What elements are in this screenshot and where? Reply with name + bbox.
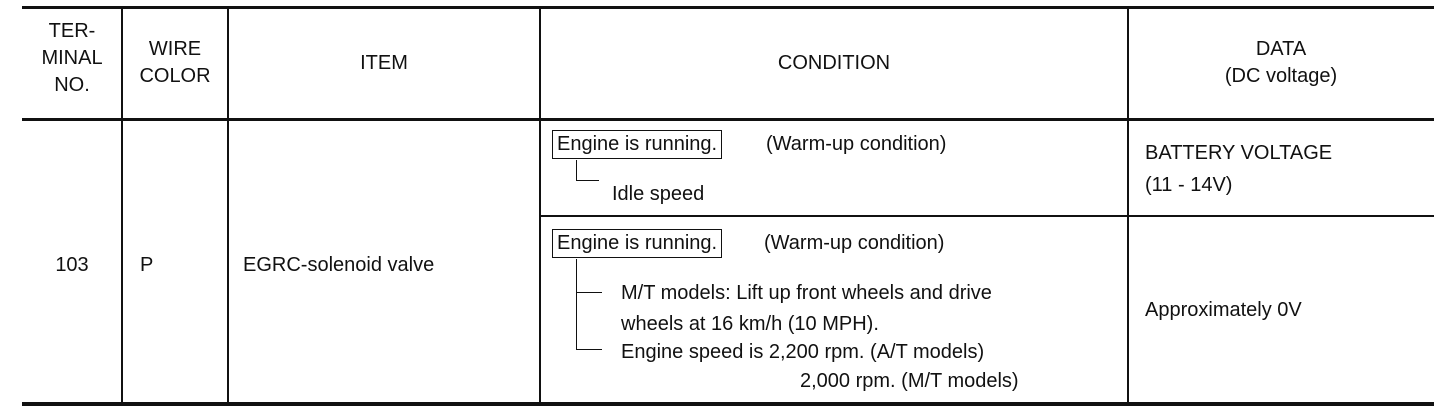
header-item: ITEM [360, 52, 408, 74]
condition-1-sub-1: Idle speed [612, 183, 705, 205]
header-data-line2: (DC voltage) [1224, 65, 1338, 87]
table-bottom-border [22, 402, 1434, 406]
wire-color: P [140, 254, 154, 276]
condition-2-sub-3: Engine speed is 2,200 rpm. (A/T models) [621, 341, 985, 363]
condition-2-note: (Warm-up condition) [764, 232, 945, 254]
data-2-line1: Approximately 0V [1145, 299, 1302, 321]
condition-2-tree-trunk [576, 259, 577, 350]
data-1-line2: (11 - 14V) [1145, 174, 1233, 196]
condition-1-note: (Warm-up condition) [766, 133, 947, 155]
header-bottom-border [22, 118, 1434, 121]
header-wire-line2: COLOR [139, 65, 211, 87]
condition-2-boxed-label: Engine is running. [552, 229, 722, 258]
header-wire-line1: WIRE [148, 38, 202, 60]
header-wire-color [122, 36, 228, 90]
header-data [1128, 36, 1434, 90]
header-terminal-line3: NO. [54, 74, 90, 96]
header-terminal-line2: MINAL [41, 47, 103, 69]
header-terminal-line1: TER- [48, 20, 96, 42]
table-top-border [22, 6, 1434, 9]
terminal-number: 103 [55, 254, 89, 276]
condition-2-tree-branch-2 [576, 349, 602, 350]
condition-2-tree-branch-1 [576, 292, 602, 293]
condition-2-sub-1: M/T models: Lift up front wheels and drive [621, 282, 992, 304]
item-name: EGRC-solenoid valve [243, 254, 435, 276]
condition-1-boxed-label: Engine is running. [552, 130, 722, 159]
condition-2-sub-4: 2,000 rpm. (M/T models) [800, 370, 1019, 392]
condition-1-tree-connector [576, 160, 599, 181]
data-1-line1: BATTERY VOLTAGE [1145, 142, 1333, 164]
header-data-line1: DATA [1255, 38, 1307, 60]
header-condition: CONDITION [777, 52, 891, 74]
condition-divider [540, 215, 1434, 217]
header-terminal-no [22, 18, 122, 99]
condition-2-sub-2: wheels at 16 km/h (10 MPH). [621, 313, 879, 335]
